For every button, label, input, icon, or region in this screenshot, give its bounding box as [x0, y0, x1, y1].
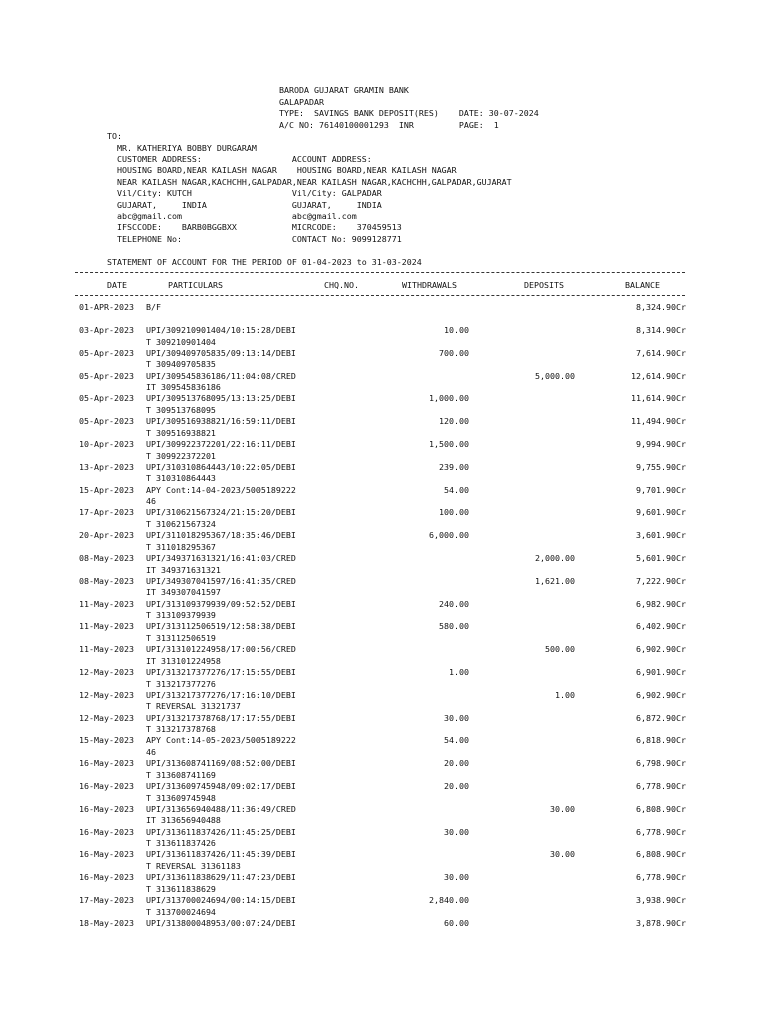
table-row	[0, 690, 768, 713]
opening-particulars: B/F	[146, 302, 161, 312]
txn-particulars: UPI/313609745948/09:02:17/DEBI	[146, 781, 296, 791]
table-row	[0, 758, 768, 781]
col-balance-header: BALANCE	[625, 280, 660, 290]
txn-date: 16-May-2023	[79, 826, 134, 837]
divider-top	[75, 272, 685, 273]
txn-date: 08-May-2023	[79, 575, 134, 586]
txn-date: 05-Apr-2023	[79, 416, 134, 427]
address-line: TELEPHONE No: CONTACT No: 9099128771	[117, 233, 402, 244]
opening-balance-row	[0, 302, 768, 325]
txn-particulars-cont: T 313217378768	[146, 724, 216, 735]
txn-date: 12-May-2023	[79, 667, 134, 677]
txn-withdrawal: 240.00	[439, 598, 469, 609]
txn-particulars: UPI/313217377276/17:15:55/DEBI	[146, 667, 296, 677]
txn-deposit: 500.00	[545, 644, 575, 655]
txn-balance: 6,402.90Cr	[636, 621, 686, 632]
txn-particulars: UPI/309545836186/11:04:08/CRED	[146, 370, 296, 381]
table-row	[0, 462, 768, 485]
address-line: Vil/City: KUTCH Vil/City: GALPADAR	[117, 188, 382, 199]
txn-particulars: UPI/313101224958/17:00:56/CRED	[146, 644, 296, 655]
txn-withdrawal: 239.00	[439, 461, 469, 472]
txn-balance: 6,808.90Cr	[636, 849, 686, 860]
txn-deposit: 5,000.00	[535, 370, 575, 381]
txn-particulars-cont: T 309513768095	[146, 404, 216, 415]
txn-balance: 6,902.90Cr	[636, 689, 686, 700]
txn-withdrawal: 10.00	[444, 325, 469, 335]
txn-balance: 12,614.90Cr	[631, 370, 686, 381]
table-row	[0, 735, 768, 758]
txn-balance: 6,778.90Cr	[636, 781, 686, 791]
txn-particulars: UPI/310310864443/10:22:05/DEBI	[146, 461, 296, 472]
txn-withdrawal: 54.00	[444, 735, 469, 746]
statement-title: STATEMENT OF ACCOUNT FOR THE PERIOD OF 01-04-2023 to 31-03-2024	[107, 257, 422, 267]
txn-deposit: 30.00	[550, 849, 575, 860]
txn-balance: 5,601.90Cr	[636, 553, 686, 563]
txn-withdrawal: 30.00	[444, 872, 469, 883]
opening-balance: 8,324.90Cr	[636, 302, 686, 312]
txn-particulars-cont: T REVERSAL 31361183	[146, 860, 241, 871]
divider-header	[75, 295, 685, 296]
txn-deposit: 1.00	[555, 689, 575, 700]
txn-particulars: UPI/311018295367/18:35:46/DEBI	[146, 530, 296, 541]
table-row	[0, 507, 768, 530]
table-row	[0, 667, 768, 690]
txn-withdrawal: 2,840.00	[429, 895, 469, 905]
table-row	[0, 325, 768, 348]
txn-particulars-cont: T 313609745948	[146, 792, 216, 803]
txn-date: 12-May-2023	[79, 712, 134, 723]
txn-date: 16-May-2023	[79, 872, 134, 883]
txn-balance: 3,601.90Cr	[636, 530, 686, 541]
to-label: TO:	[107, 131, 122, 141]
txn-balance: 6,982.90Cr	[636, 598, 686, 609]
txn-particulars: UPI/313112506519/12:58:38/DEBI	[146, 621, 296, 632]
txn-balance: 7,614.90Cr	[636, 347, 686, 358]
txn-particulars: UPI/309516938821/16:59:11/DEBI	[146, 416, 296, 427]
txn-date: 17-May-2023	[79, 895, 134, 905]
txn-balance: 11,494.90Cr	[631, 416, 686, 427]
table-row	[0, 416, 768, 439]
account-number-line: A/C NO: 76140100001293 INR PAGE: 1	[279, 119, 499, 130]
txn-particulars: UPI/349371631321/16:41:03/CRED	[146, 553, 296, 563]
txn-balance: 9,755.90Cr	[636, 461, 686, 472]
txn-balance: 7,222.90Cr	[636, 575, 686, 586]
txn-particulars: UPI/309409705835/09:13:14/DEBI	[146, 347, 296, 358]
txn-particulars: UPI/313611837426/11:45:25/DEBI	[146, 826, 296, 837]
txn-balance: 11,614.90Cr	[631, 393, 686, 404]
txn-date: 10-Apr-2023	[79, 439, 134, 449]
bank-branch: GALAPADAR	[279, 96, 324, 107]
txn-particulars-cont: T 310310864443	[146, 473, 216, 484]
txn-date: 05-Apr-2023	[79, 393, 134, 404]
table-row	[0, 599, 768, 622]
txn-particulars-cont: T 313700024694	[146, 906, 216, 917]
txn-particulars-cont: T 313109379939	[146, 610, 216, 621]
txn-date: 05-Apr-2023	[79, 370, 134, 381]
txn-particulars-cont: IT 313101224958	[146, 655, 221, 666]
txn-deposit: 2,000.00	[535, 553, 575, 563]
table-row	[0, 895, 768, 918]
txn-date: 16-May-2023	[79, 849, 134, 860]
txn-balance: 6,798.90Cr	[636, 758, 686, 769]
txn-date: 05-Apr-2023	[79, 347, 134, 358]
table-row	[0, 576, 768, 599]
txn-particulars: UPI/310621567324/21:15:20/DEBI	[146, 507, 296, 518]
table-row	[0, 804, 768, 827]
opening-date: 01-APR-2023	[79, 302, 134, 312]
table-row	[0, 530, 768, 553]
txn-particulars-cont: T 309516938821	[146, 427, 216, 438]
txn-particulars: UPI/313656940488/11:36:49/CRED	[146, 803, 296, 814]
table-row	[0, 553, 768, 576]
table-row	[0, 485, 768, 508]
txn-balance: 9,601.90Cr	[636, 507, 686, 518]
table-row	[0, 781, 768, 804]
table-row	[0, 621, 768, 644]
txn-withdrawal: 120.00	[439, 416, 469, 427]
txn-particulars: UPI/309922372201/22:16:11/DEBI	[146, 439, 296, 449]
txn-date: 11-May-2023	[79, 644, 134, 655]
table-row	[0, 713, 768, 736]
txn-withdrawal: 580.00	[439, 621, 469, 632]
txn-particulars: UPI/309210901404/10:15:28/DEBI	[146, 325, 296, 335]
txn-balance: 6,778.90Cr	[636, 872, 686, 883]
txn-date: 15-Apr-2023	[79, 484, 134, 495]
txn-particulars: UPI/313217378768/17:17:55/DEBI	[146, 712, 296, 723]
txn-withdrawal: 1,000.00	[429, 393, 469, 404]
table-row	[0, 348, 768, 371]
txn-particulars: APY Cont:14-04-2023/5005189222	[146, 484, 296, 495]
table-row	[0, 371, 768, 394]
address-line: IFSCCODE: BARB0BGGBXX MICRCODE: 370459513	[117, 222, 402, 233]
txn-date: 11-May-2023	[79, 621, 134, 632]
txn-balance: 9,701.90Cr	[636, 484, 686, 495]
txn-withdrawal: 700.00	[439, 347, 469, 358]
txn-date: 11-May-2023	[79, 598, 134, 609]
txn-particulars-cont: T 309409705835	[146, 359, 216, 370]
txn-date: 18-May-2023	[79, 917, 134, 928]
txn-particulars-cont: T 309922372201	[146, 450, 216, 461]
txn-date: 13-Apr-2023	[79, 461, 134, 472]
col-particulars-header: PARTICULARS	[168, 280, 223, 290]
txn-deposit: 1,621.00	[535, 575, 575, 586]
txn-balance: 6,778.90Cr	[636, 826, 686, 837]
col-chq-header: CHQ.NO.	[324, 280, 359, 290]
txn-particulars-cont: T 311018295367	[146, 541, 216, 552]
txn-particulars: UPI/313611838629/11:47:23/DEBI	[146, 872, 296, 883]
txn-particulars-cont: IT 313656940488	[146, 815, 221, 826]
address-line: HOUSING BOARD,NEAR KAILASH NAGAR HOUSING BOARD,NEAR KAILASH NAGAR	[117, 165, 457, 176]
txn-withdrawal: 1.00	[449, 667, 469, 677]
txn-balance: 6,901.90Cr	[636, 667, 686, 677]
txn-particulars: UPI/313217377276/17:16:10/DEBI	[146, 689, 296, 700]
txn-particulars: APY Cont:14-05-2023/5005189222	[146, 735, 296, 746]
txn-particulars-cont: IT 309545836186	[146, 382, 221, 393]
txn-withdrawal: 1,500.00	[429, 439, 469, 449]
txn-particulars-cont: IT 349307041597	[146, 587, 221, 598]
txn-particulars-cont: T 313112506519	[146, 632, 216, 643]
txn-withdrawal: 6,000.00	[429, 530, 469, 541]
col-date-header: DATE	[107, 280, 127, 290]
txn-balance: 6,872.90Cr	[636, 712, 686, 723]
txn-balance: 3,938.90Cr	[636, 895, 686, 905]
txn-particulars: UPI/313700024694/00:14:15/DEBI	[146, 895, 296, 905]
table-row	[0, 918, 768, 941]
txn-deposit: 30.00	[550, 803, 575, 814]
txn-particulars-cont: T 310621567324	[146, 518, 216, 529]
txn-withdrawal: 30.00	[444, 712, 469, 723]
txn-withdrawal: 20.00	[444, 758, 469, 769]
txn-date: 16-May-2023	[79, 781, 134, 791]
table-row	[0, 849, 768, 872]
txn-particulars-cont: 46	[146, 746, 156, 757]
txn-particulars-cont: T REVERSAL 31321737	[146, 701, 241, 712]
col-deposits-header: DEPOSITS	[524, 280, 564, 290]
txn-date: 16-May-2023	[79, 758, 134, 769]
txn-withdrawal: 100.00	[439, 507, 469, 518]
table-row	[0, 439, 768, 462]
txn-balance: 6,902.90Cr	[636, 644, 686, 655]
txn-particulars: UPI/313800048953/00:07:24/DEBI	[146, 917, 296, 928]
col-withdrawals-header: WITHDRAWALS	[402, 280, 457, 290]
table-row	[0, 827, 768, 850]
txn-date: 16-May-2023	[79, 803, 134, 814]
txn-particulars: UPI/313608741169/08:52:00/DEBI	[146, 758, 296, 769]
txn-date: 20-Apr-2023	[79, 530, 134, 541]
txn-particulars-cont: IT 349371631321	[146, 564, 221, 575]
txn-balance: 8,314.90Cr	[636, 325, 686, 335]
txn-date: 08-May-2023	[79, 553, 134, 563]
txn-date: 15-May-2023	[79, 735, 134, 746]
txn-balance: 6,818.90Cr	[636, 735, 686, 746]
txn-particulars-cont: T 313608741169	[146, 769, 216, 780]
txn-balance: 9,994.90Cr	[636, 439, 686, 449]
txn-balance: 3,878.90Cr	[636, 917, 686, 928]
table-row	[0, 393, 768, 416]
table-row	[0, 872, 768, 895]
txn-date: 03-Apr-2023	[79, 325, 134, 335]
txn-particulars-cont: T 309210901404	[146, 336, 216, 347]
txn-particulars-cont: 46	[146, 496, 156, 507]
txn-particulars-cont: T 313217377276	[146, 678, 216, 689]
txn-withdrawal: 20.00	[444, 781, 469, 791]
address-line: GUJARAT, INDIA GUJARAT, INDIA	[117, 199, 382, 210]
address-line: MR. KATHERIYA BOBBY DURGARAM	[117, 142, 257, 153]
txn-particulars-cont: T 313611838629	[146, 883, 216, 894]
table-row	[0, 644, 768, 667]
txn-particulars: UPI/349307041597/16:41:35/CRED	[146, 575, 296, 586]
address-line: abc@gmail.com abc@gmail.com	[117, 210, 357, 221]
txn-particulars-cont: T 313611837426	[146, 838, 216, 849]
address-line: CUSTOMER ADDRESS: ACCOUNT ADDRESS:	[117, 153, 372, 164]
txn-withdrawal: 54.00	[444, 484, 469, 495]
txn-date: 12-May-2023	[79, 689, 134, 700]
bank-name: BARODA GUJARAT GRAMIN BANK	[279, 85, 409, 95]
txn-particulars: UPI/313109379939/09:52:52/DEBI	[146, 598, 296, 609]
account-type-line: TYPE: SAVINGS BANK DEPOSIT(RES) DATE: 30-07-2024	[279, 108, 539, 118]
txn-particulars: UPI/313611837426/11:45:39/DEBI	[146, 849, 296, 860]
txn-balance: 6,808.90Cr	[636, 803, 686, 814]
txn-withdrawal: 30.00	[444, 826, 469, 837]
txn-date: 17-Apr-2023	[79, 507, 134, 518]
txn-particulars: UPI/309513768095/13:13:25/DEBI	[146, 393, 296, 404]
address-line: NEAR KAILASH NAGAR,KACHCHH,GALPADAR,NEAR KAILASH NAGAR,KACHCHH,GALPADAR,GUJARAT	[117, 176, 512, 187]
txn-withdrawal: 60.00	[444, 917, 469, 928]
